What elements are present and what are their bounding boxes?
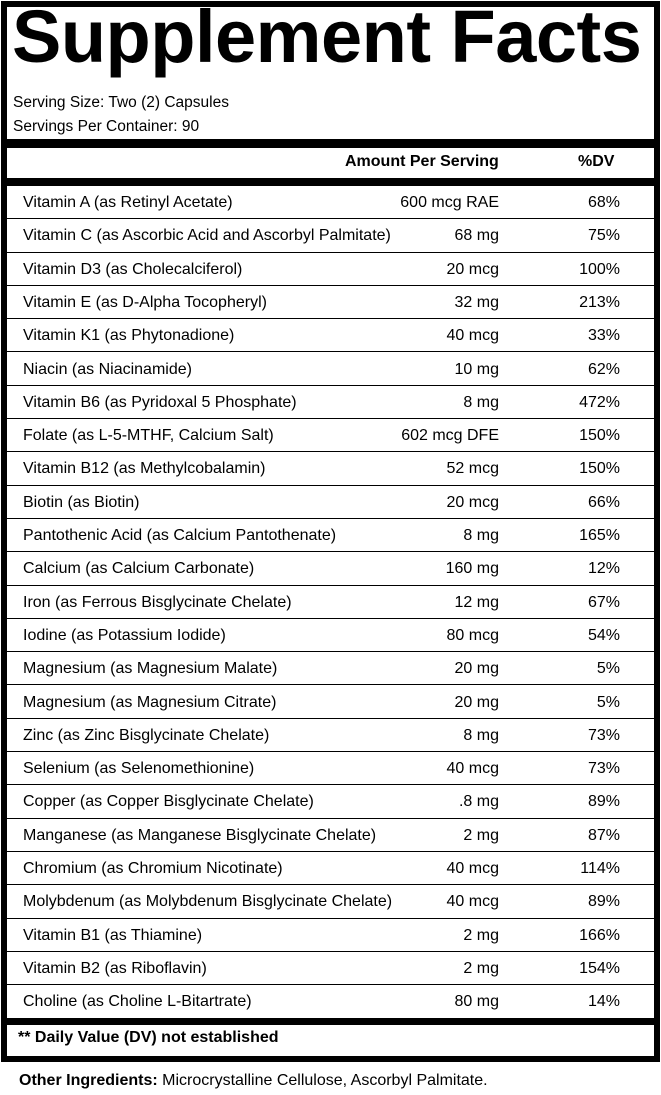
nutrient-dv: 67% xyxy=(587,593,620,611)
nutrient-name: Molybdenum (as Molybdenum Bisglycinate Chelate) xyxy=(23,893,393,911)
nutrient-amount: 160 mg xyxy=(445,560,499,578)
serving-size: Serving Size: Two (2) Capsules xyxy=(13,94,229,111)
nutrient-amount: 68 mg xyxy=(454,227,499,245)
nutrient-dv: 87% xyxy=(587,826,620,844)
table-row xyxy=(7,852,654,885)
table-row xyxy=(7,286,654,319)
nutrient-amount: 2 mg xyxy=(463,959,499,977)
table-row xyxy=(7,619,654,652)
nutrient-name: Copper (as Copper Bisglycinate Chelate) xyxy=(23,793,314,811)
nutrient-dv: 62% xyxy=(587,360,620,378)
table-row xyxy=(7,386,654,419)
nutrient-dv: 89% xyxy=(587,793,620,811)
nutrient-dv: 14% xyxy=(587,993,620,1011)
nutrient-amount: 40 mcg xyxy=(446,893,499,911)
servings-per-container: Servings Per Container: 90 xyxy=(13,118,200,135)
nutrient-name: Folate (as L-5-MTHF, Calcium Salt) xyxy=(23,427,274,445)
nutrient-amount: 32 mg xyxy=(454,293,499,311)
nutrient-amount: 40 mcg xyxy=(446,327,499,345)
nutrient-name: Iron (as Ferrous Bisglycinate Chelate) xyxy=(23,593,292,611)
nutrient-amount: .8 mg xyxy=(458,793,499,811)
nutrient-amount: 52 mcg xyxy=(446,460,499,478)
nutrient-name: Calcium (as Calcium Carbonate) xyxy=(23,560,255,578)
nutrient-amount: 8 mg xyxy=(463,726,499,744)
nutrient-amount: 80 mcg xyxy=(446,626,499,644)
divider-thick xyxy=(7,139,654,148)
nutrient-amount: 10 mg xyxy=(454,360,499,378)
nutrient-name: Vitamin E (as D-Alpha Tocopheryl) xyxy=(23,293,267,311)
table-row xyxy=(7,885,654,918)
nutrient-name: Vitamin C (as Ascorbic Acid and Ascorbyl Palmitate) xyxy=(23,227,391,245)
table-row xyxy=(7,353,654,386)
nutrient-dv: 73% xyxy=(587,760,620,778)
nutrient-dv: 165% xyxy=(579,527,620,544)
other-ingredients-text: Microcrystalline Cellulose, Ascorbyl Palmitate. xyxy=(157,1072,488,1089)
nutrient-dv: 12% xyxy=(587,560,620,578)
nutrient-name: Manganese (as Manganese Bisglycinate Chelate) xyxy=(23,826,377,844)
nutrient-name: Biotin (as Biotin) xyxy=(23,493,140,511)
table-row xyxy=(7,652,654,685)
nutrient-name: Vitamin B2 (as Riboflavin) xyxy=(23,959,207,977)
nutrient-amount: 602 mcg DFE xyxy=(401,427,499,445)
nutrient-dv: 75% xyxy=(587,227,620,245)
other-ingredients xyxy=(19,1072,488,1090)
nutrient-dv: 472% xyxy=(579,393,620,411)
nutrient-amount: 40 mcg xyxy=(446,760,499,778)
nutrient-amount: 2 mg xyxy=(463,826,499,844)
nutrient-amount: 20 mcg xyxy=(446,260,499,278)
nutrient-dv: 150% xyxy=(579,460,620,478)
nutrient-amount: 20 mcg xyxy=(446,493,499,511)
nutrient-name: Magnesium (as Magnesium Citrate) xyxy=(23,693,277,711)
nutrient-dv: 150% xyxy=(579,427,620,445)
table-row xyxy=(7,785,654,818)
table-row xyxy=(7,452,654,485)
nutrient-dv: 114% xyxy=(580,860,620,877)
nutrient-dv: 100% xyxy=(579,260,620,278)
nutrient-name: Chromium (as Chromium Nicotinate) xyxy=(23,860,283,877)
nutrient-amount: 600 mcg RAE xyxy=(400,194,499,211)
table-row xyxy=(7,719,654,752)
table-row xyxy=(7,919,654,952)
nutrient-dv: 54% xyxy=(587,626,620,644)
divider-thick xyxy=(7,178,654,186)
table-row xyxy=(7,985,654,1018)
table-row xyxy=(7,686,654,719)
table-row xyxy=(7,186,654,219)
other-ingredients-label: Other Ingredients: xyxy=(19,1072,158,1089)
nutrient-amount: 2 mg xyxy=(463,926,499,944)
nutrient-name: Vitamin K1 (as Phytonadione) xyxy=(23,327,235,345)
nutrient-name: Vitamin D3 (as Cholecalciferol) xyxy=(23,260,243,278)
nutrient-amount: 12 mg xyxy=(454,593,499,611)
nutrient-dv: 5% xyxy=(596,660,620,678)
nutrient-name: Vitamin A (as Retinyl Acetate) xyxy=(23,194,233,211)
footnote: ** Daily Value (DV) not established xyxy=(18,1029,279,1046)
nutrient-dv: 5% xyxy=(596,693,620,711)
table-row xyxy=(7,552,654,585)
table-row xyxy=(7,819,654,852)
nutrient-dv: 89% xyxy=(587,893,620,911)
nutrient-amount: 20 mg xyxy=(454,693,499,711)
nutrient-name: Vitamin B12 (as Methylcobalamin) xyxy=(23,460,266,478)
nutrient-amount: 80 mg xyxy=(454,993,499,1011)
panel-title: Supplement Facts xyxy=(12,0,642,78)
table-row xyxy=(7,586,654,619)
nutrient-name: Selenium (as Selenomethionine) xyxy=(23,760,255,778)
table-row xyxy=(7,952,654,985)
nutrient-name: Iodine (as Potassium Iodide) xyxy=(23,626,226,644)
nutrient-amount: 8 mg xyxy=(463,527,499,544)
nutrient-name: Magnesium (as Magnesium Malate) xyxy=(23,660,278,678)
amount-header: Amount Per Serving xyxy=(345,153,499,170)
nutrient-name: Zinc (as Zinc Bisglycinate Chelate) xyxy=(23,726,270,744)
nutrient-dv: 154% xyxy=(579,959,620,977)
nutrient-dv: 166% xyxy=(579,926,620,944)
nutrient-dv: 68% xyxy=(587,194,620,211)
dv-header: %DV xyxy=(578,153,615,170)
nutrient-name: Pantothenic Acid (as Calcium Pantothenate) xyxy=(23,527,337,544)
nutrient-amount: 8 mg xyxy=(463,393,499,411)
table-row xyxy=(7,519,654,552)
nutrient-amount: 20 mg xyxy=(454,660,499,678)
nutrient-dv: 73% xyxy=(587,726,620,744)
nutrient-dv: 33% xyxy=(587,327,620,345)
nutrient-dv: 213% xyxy=(579,293,620,311)
table-row xyxy=(7,219,654,252)
divider-thick xyxy=(7,1018,654,1025)
nutrient-amount: 40 mcg xyxy=(446,860,499,877)
table-row xyxy=(7,319,654,352)
table-row xyxy=(7,752,654,785)
nutrient-name: Choline (as Choline L-Bitartrate) xyxy=(23,993,252,1011)
table-row xyxy=(7,486,654,519)
table-row xyxy=(7,253,654,286)
table-row xyxy=(7,419,654,452)
nutrient-dv: 66% xyxy=(587,493,620,511)
nutrient-name: Vitamin B6 (as Pyridoxal 5 Phosphate) xyxy=(23,393,297,411)
nutrient-name: Niacin (as Niacinamide) xyxy=(23,360,192,378)
nutrient-name: Vitamin B1 (as Thiamine) xyxy=(23,926,203,944)
